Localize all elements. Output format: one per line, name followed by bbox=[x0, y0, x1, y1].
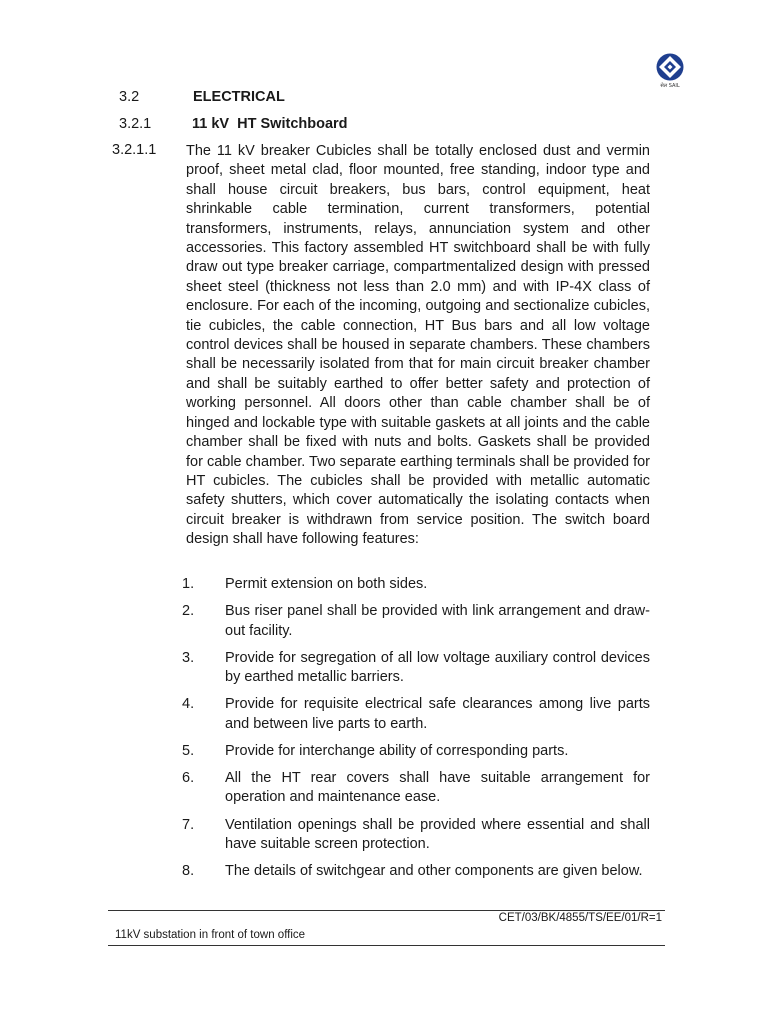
footer-divider-bottom bbox=[108, 945, 665, 946]
list-item-text: The details of switchgear and other components are given below. bbox=[225, 863, 643, 880]
subsection-title: 11 kV HT Switchboard bbox=[192, 116, 348, 132]
list-item bbox=[182, 695, 672, 734]
list-item-number: 5. bbox=[182, 742, 195, 759]
list-item-number: 4. bbox=[182, 696, 195, 713]
list-item-text: Ventilation openings shall be provided where essential and shall have suitable screen protection. bbox=[225, 816, 650, 853]
paragraph-number: 3.2.1.1 bbox=[112, 142, 157, 158]
list-item-number: 3. bbox=[182, 649, 195, 666]
list-item bbox=[182, 742, 672, 762]
list-item bbox=[182, 862, 672, 882]
list-item bbox=[182, 816, 672, 855]
footer-project-name: 11kV substation in front of town office bbox=[115, 929, 306, 941]
subsection-number: 3.2.1 bbox=[119, 116, 152, 132]
list-item bbox=[182, 575, 672, 595]
section-number: 3.2 bbox=[119, 89, 140, 105]
list-item-number: 8. bbox=[182, 863, 195, 880]
sail-logo-icon bbox=[650, 52, 690, 84]
list-item bbox=[182, 769, 672, 808]
list-item-text: Permit extension on both sides. bbox=[225, 576, 428, 592]
logo-caption: सेल SAIL bbox=[660, 83, 680, 89]
paragraph-text: The 11 kV breaker Cubicles shall be totally enclosed dust and vermin proof, sheet metal clad, floor mounted, free standing, indoor type and shall house circuit breakers, bus bars, control equipment, heat shrinkable cable termination, current transformers, potential transformers, instruments, relays, annunciation system and other accessories. This factory assembled HT switchboard shall be with fully draw out type breaker carriage, compartmentalized design with pressed sheet steel (thickness not less than 2.0 mm) and with IP-4X class of enclosure. For each of the incoming, outgoing and sectionalize cubicles, tie cubicles, the cable connection, HT Bus bars and all low voltage control devices shall be housed in separate chambers. These chambers shall be necessarily isolated from that for main circuit breaker chamber and shall be suitably earthed to offer better safety and protection of working personnel. All doors other than cable chamber shall be of hinged and lockable type with suitable gaskets at all joints and the cable chamber shall be fixed with nuts and bolts. Gaskets shall be provided for cable chamber. Two separate earthing terminals shall be provided for HT cubicles. The cubicles shall be provided with metallic automatic safety shutters, which cover automatically the isolating contacts when circuit breaker is withdrawn from service position. The switch board design shall have following features: bbox=[186, 143, 650, 548]
section-title: ELECTRICAL bbox=[193, 89, 285, 105]
sail-logo bbox=[650, 52, 690, 92]
list-item-number: 7. bbox=[182, 816, 195, 833]
list-item bbox=[182, 649, 672, 688]
features-list bbox=[182, 575, 672, 889]
list-item-number: 2. bbox=[182, 603, 195, 620]
footer-divider-top bbox=[108, 910, 665, 911]
list-item bbox=[182, 602, 672, 641]
list-item-text: All the HT rear covers shall have suitable arrangement for operation and maintenance ease. bbox=[225, 769, 650, 806]
document-code: CET/03/BK/4855/TS/EE/01/R=1 bbox=[498, 912, 662, 924]
list-item-number: 1. bbox=[182, 576, 195, 592]
list-item-text: Provide for interchange ability of corresponding parts. bbox=[225, 742, 569, 759]
list-item-number: 6. bbox=[182, 769, 195, 786]
list-item-text: Provide for segregation of all low voltage auxiliary control devices by earthed metallic barriers. bbox=[225, 649, 650, 686]
list-item-text: Bus riser panel shall be provided with link arrangement and draw-out facility. bbox=[225, 603, 650, 639]
list-item-text: Provide for requisite electrical safe clearances among live parts and between live parts to earth. bbox=[225, 696, 650, 732]
